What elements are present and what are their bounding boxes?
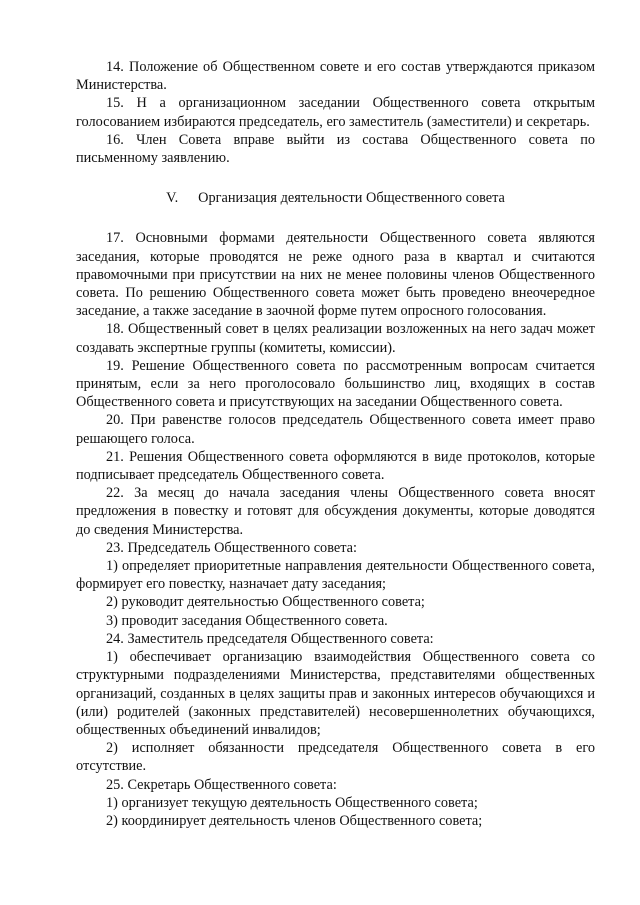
- paragraph-18: 18. Общественный совет в целях реализации возложенных на него задач может создавать экспертные группы (комитеты, комиссии).: [76, 321, 595, 356]
- paragraph-19: 19. Решение Общественного совета по рассмотренным вопросам считается принятым, если за него проголосовало большинство лиц, входящих в состав Общественного совета и присутствующих на заседании Общественного совета.: [76, 357, 595, 411]
- list-item-23-3: 3) проводит заседания Общественного совета.: [106, 612, 388, 629]
- section-heading: [76, 189, 595, 207]
- paragraph-24: 24. Заместитель председателя Общественного совета:: [106, 630, 434, 647]
- section-number: V.: [166, 190, 179, 207]
- paragraph-25: 25. Секретарь Общественного совета:: [106, 776, 337, 793]
- paragraph-17: 17. Основными формами деятельности Общественного совета являются заседания, которые проводятся не реже одного раза в квартал и считаются правомочными при присутствии на них не менее половины членов Общественного совета. По решению Общественного совета может быть проведено внеочередное заседание, а также заседание в заочной форме путем опросного голосования.: [76, 230, 595, 320]
- list-item-25-1: 1) организует текущую деятельность Общественного совета;: [106, 794, 478, 811]
- list-item-24-2: 2) исполняет обязанности председателя Общественного совета в его отсутствие.: [76, 740, 595, 775]
- paragraph-15: 15. Н а организационном заседании Общественного совета открытым голосованием избираются председатель, его заместитель (заместители) и секретарь.: [76, 95, 595, 130]
- paragraph-22: 22. За месяц до начала заседания члены Общественного совета вносят предложения в повестку и готовят для обсуждения документы, которые доводятся до сведения Министерства.: [76, 485, 595, 538]
- list-item-25-2: 2) координирует деятельность членов Общественного совета;: [106, 812, 483, 829]
- paragraph-20: 20. При равенстве голосов председатель Общественного совета имеет право решающего голоса.: [76, 412, 595, 447]
- section-title: Организация деятельности Общественного совета: [198, 190, 505, 207]
- list-item-24-1: 1) обеспечивает организацию взаимодействия Общественного совета со структурными подразделениями Министерства, представителями общественных организаций, созданных в целях защиты прав и законных интересов обучающихся и (или) родителей (законных представителей) несовершеннолетних обучающихся, общественных объединений инвалидов;: [76, 649, 595, 738]
- paragraph-21: 21. Решения Общественного совета оформляются в виде протоколов, которые подписывает председатель Общественного совета.: [76, 448, 595, 484]
- paragraph-14: 14. Положение об Общественном совете и его состав утверждаются приказом Министерства.: [76, 59, 595, 94]
- list-item-23-2: 2) руководит деятельностью Общественного совета;: [106, 594, 425, 611]
- document-body: [76, 58, 595, 830]
- paragraph-23: 23. Председатель Общественного совета:: [106, 539, 357, 556]
- paragraph-16: 16. Член Совета вправе выйти из состава Общественного совета по письменному заявлению.: [76, 131, 595, 167]
- list-item-23-1: 1) определяет приоритетные направления деятельности Общественного совета, формирует его повестку, назначает дату заседания;: [76, 558, 595, 593]
